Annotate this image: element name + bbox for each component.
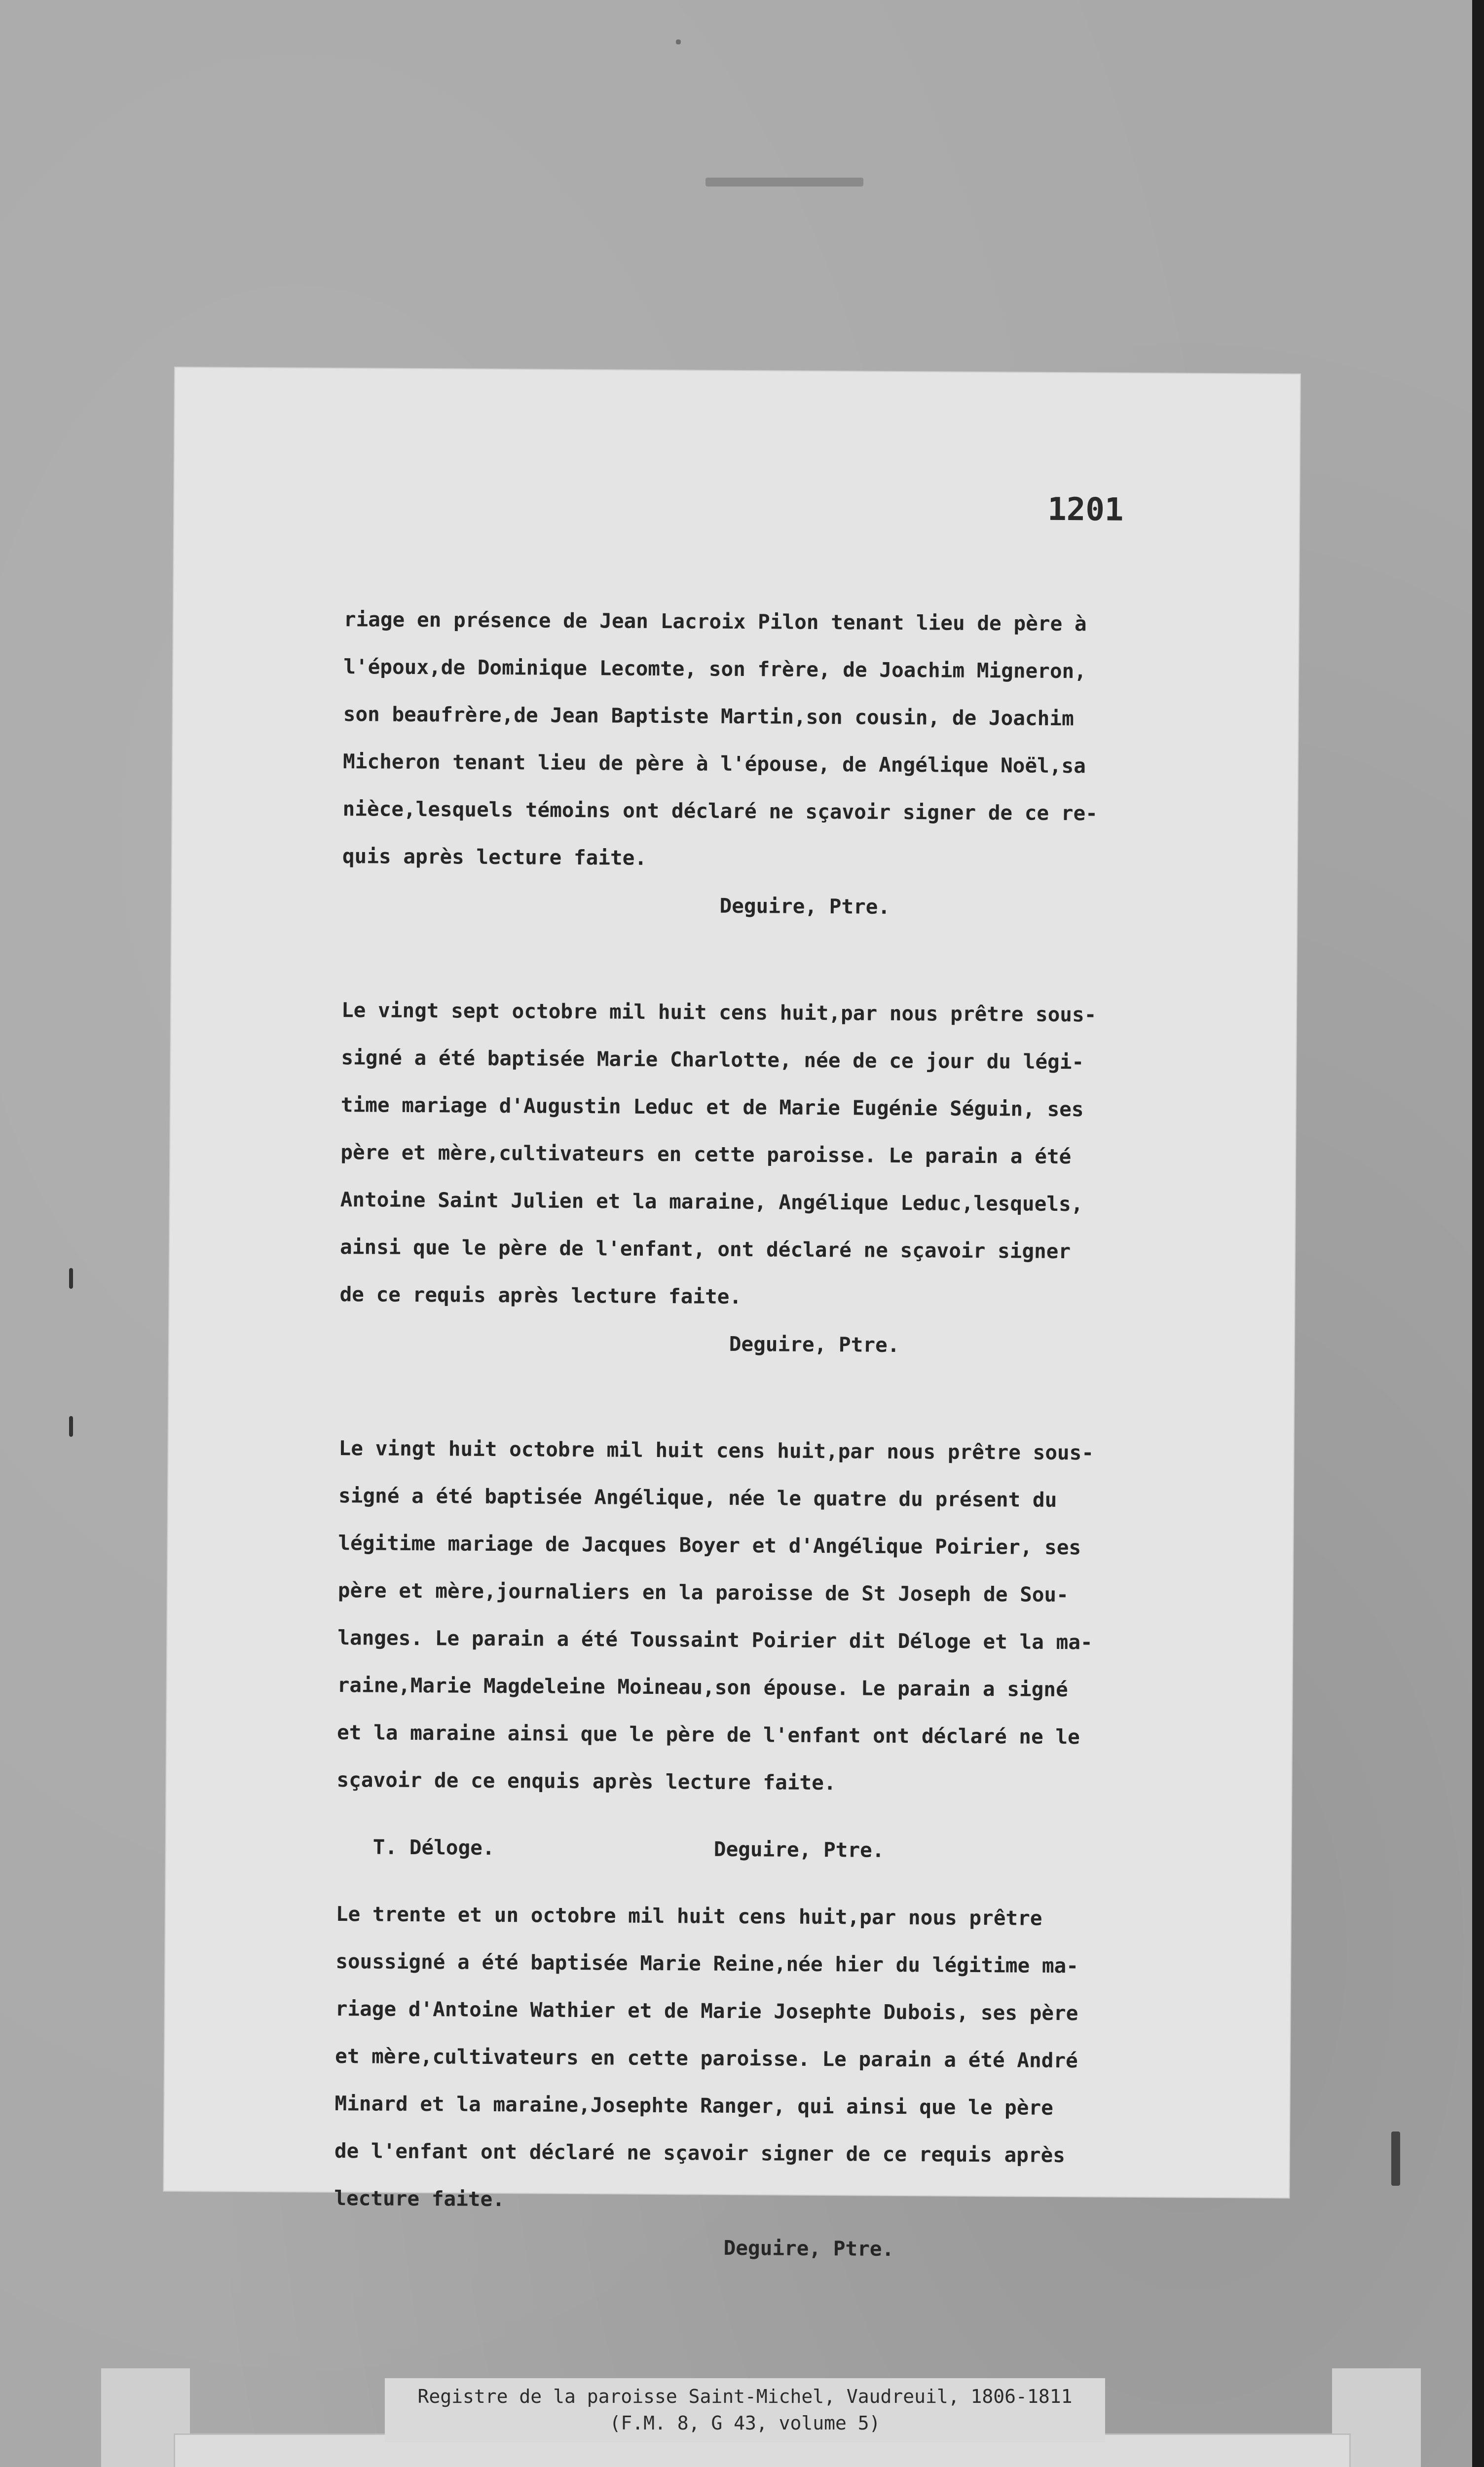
text-line: Antoine Saint Julien et la maraine, Angélique Leduc,lesquels, [340,1188,1083,1216]
dust-speck [676,39,681,44]
text-line: signé a été baptisée Angélique, née le quatre du présent du [338,1484,1057,1512]
text-line: lecture faite. [334,2186,505,2211]
text-line: Micheron tenant lieu de père à l'épouse, de Angélique Noël,sa [342,749,1086,778]
text-line: quis après lecture faite. [342,844,647,870]
dust-speck [1391,2131,1400,2186]
entry-gap [339,1365,1277,1430]
signature-line: T. Déloge. Deguire, Ptre. [336,1835,885,1862]
register-label [385,2378,1105,2442]
text-line: Le trente et un octobre mil huit cens huit,par nous prêtre [335,1902,1042,1930]
text-line: signé a été baptisée Marie Charlotte, née de ce jour du légi- [341,1046,1084,1074]
typed-page [164,368,1300,2261]
text-line: père et mère,cultivateurs en cette paroisse. Le parain a été [340,1140,1072,1169]
text-line: de ce requis après lecture faite. [339,1282,742,1309]
text-line: riage d'Antoine Wathier et de Marie Josephte Dubois, ses père [335,1997,1078,2025]
text-line: de l'enfant ont déclaré ne sçavoir signer de ce requis après [334,2139,1066,2168]
text-line: riage en présence de Jean Lacroix Pilon tenant lieu de père à [343,607,1087,636]
text-line: langes. Le parain a été Toussaint Poirier dit Déloge et la ma- [337,1626,1093,1654]
register-label-reference: (F.M. 8, G 43, volume 5) [609,2412,881,2434]
text-line: Le vingt sept octobre mil huit cens huit,par nous prêtre sous- [341,998,1097,1027]
text-line: père et mère,journaliers en la paroisse de St Joseph de Sou- [337,1578,1069,1607]
text-line: Minard et la maraine,Josephte Ranger, qui ainsi que le père [334,2092,1054,2120]
dust-speck [69,1268,73,1289]
dust-speck [69,1416,73,1437]
entry-gap [341,927,1279,992]
signature-line: Deguire, Ptre. [334,2234,894,2261]
text-line: sçavoir de ce enquis après lecture faite. [336,1768,836,1795]
text-line: et mère,cultivateurs en cette paroisse. Le parain a été André [334,2044,1078,2073]
text-line: et la maraine ainsi que le père de l'enfant ont déclaré ne le [336,1720,1080,1749]
text-line: Le vingt huit octobre mil huit cens huit,par nous prêtre sous- [338,1436,1094,1465]
text-line: raine,Marie Magdeleine Moineau,son épouse. Le parain a signé [337,1673,1068,1702]
text-line: l'époux,de Dominique Lecomte, son frère, de Joachim Migneron, [343,655,1087,683]
register-label-title: Registre de la paroisse Saint-Michel, Vaudreuil, 1806-1811 [417,2386,1073,2407]
text-line: soussigné a été baptisée Marie Reine,née hier du légitime ma- [335,1949,1079,1978]
text-line: nièce,lesquels témoins ont déclaré ne sçavoir signer de ce re- [342,797,1098,825]
register-text [334,596,1281,2275]
text-line: ainsi que le père de l'enfant, ont déclaré ne sçavoir signer [339,1235,1071,1264]
signature-line: Deguire, Ptre. [342,892,890,919]
text-line: son beaufrère,de Jean Baptiste Martin,son cousin, de Joachim [343,702,1074,731]
signature-line: Deguire, Ptre. [339,1330,900,1357]
page-number: 1201 [1047,491,1124,528]
text-line: légitime mariage de Jacques Boyer et d'Angélique Poirier, ses [338,1531,1081,1560]
text-line: time mariage d'Augustin Leduc et de Marie Eugénie Séguin, ses [340,1093,1084,1121]
dust-speck [705,178,863,187]
